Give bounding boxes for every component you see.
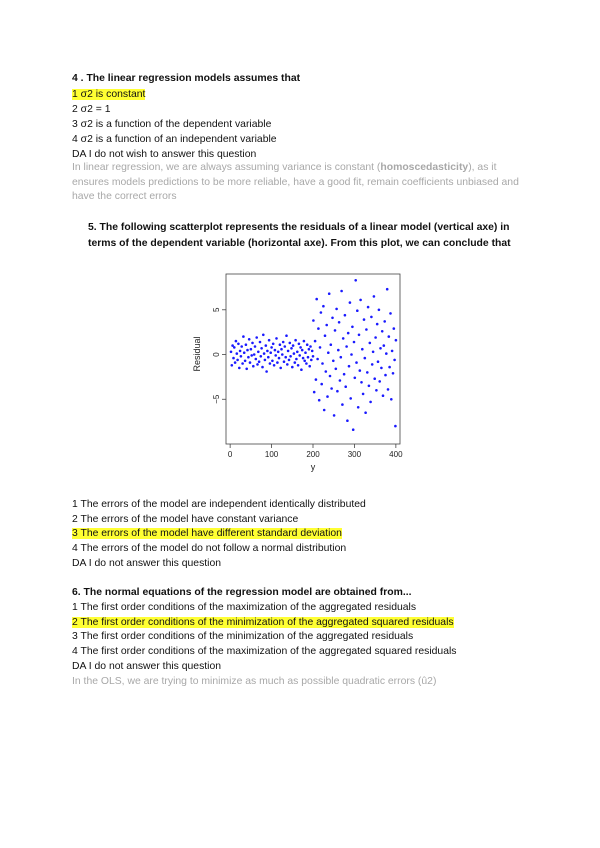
- data-point: [250, 348, 253, 351]
- data-point: [245, 368, 248, 371]
- data-point: [294, 339, 297, 342]
- data-point: [294, 361, 297, 364]
- data-point: [297, 364, 300, 367]
- data-point: [354, 279, 357, 282]
- data-point: [376, 323, 379, 326]
- data-point: [364, 411, 367, 414]
- q4-note-pre: In linear regression, we are always assuming variance is constant (: [72, 162, 381, 173]
- data-point: [241, 362, 244, 365]
- data-point: [308, 348, 311, 351]
- data-point: [293, 352, 296, 355]
- data-point: [373, 377, 376, 380]
- data-point: [306, 343, 309, 346]
- data-point: [325, 324, 328, 327]
- data-point: [311, 350, 314, 353]
- data-point: [251, 342, 254, 345]
- data-point: [232, 357, 235, 360]
- data-point: [395, 339, 398, 342]
- y-axis-label: Residual: [192, 336, 202, 372]
- data-point: [366, 371, 369, 374]
- data-point: [239, 350, 242, 353]
- data-point: [270, 346, 273, 349]
- q4-explanation: [72, 161, 532, 205]
- data-point: [354, 377, 357, 380]
- data-point: [275, 337, 278, 340]
- data-point: [349, 397, 352, 400]
- data-point: [337, 349, 340, 352]
- data-point: [335, 368, 338, 371]
- data-point: [245, 343, 248, 346]
- data-point: [256, 363, 259, 366]
- data-point: [349, 301, 352, 304]
- data-point: [249, 361, 252, 364]
- data-point: [341, 403, 344, 406]
- data-point: [336, 390, 339, 393]
- data-point: [303, 340, 306, 343]
- data-point: [269, 351, 272, 354]
- data-point: [233, 346, 236, 349]
- data-point: [328, 292, 331, 295]
- data-point: [274, 349, 277, 352]
- data-point: [246, 349, 249, 352]
- data-point: [385, 352, 388, 355]
- data-point: [279, 343, 282, 346]
- q5-option-4: 4 The errors of the model do not follow a normal distribution: [72, 543, 347, 554]
- data-point: [315, 298, 318, 301]
- q6-option-da: DA I do not answer this question: [72, 661, 222, 672]
- q6-title: 6. The normal equations of the regression model are obtained from...: [72, 587, 412, 598]
- data-point: [382, 394, 385, 397]
- data-point: [244, 360, 247, 363]
- y-tick-label: 0: [212, 352, 221, 357]
- data-point: [383, 344, 386, 347]
- data-point: [353, 341, 356, 344]
- data-point: [263, 352, 266, 355]
- data-point: [345, 345, 348, 348]
- x-axis: [228, 444, 403, 459]
- data-point: [362, 393, 365, 396]
- data-point: [352, 428, 355, 431]
- data-point: [330, 387, 333, 390]
- data-point: [236, 352, 239, 355]
- q6-option-4: 4 The first order conditions of the maximization of the aggregated squared residuals: [72, 646, 457, 657]
- data-point: [309, 345, 312, 348]
- data-point: [278, 357, 281, 360]
- q4-option-1-text: 1 σ2 is constant: [72, 89, 146, 100]
- data-point: [312, 319, 315, 322]
- x-tick-label: 100: [264, 450, 279, 459]
- data-point: [284, 356, 287, 359]
- data-point: [391, 350, 394, 353]
- q4-option-da: DA I do not wish to answer this question: [72, 149, 257, 160]
- x-tick-label: 0: [227, 450, 233, 459]
- data-point: [313, 391, 316, 394]
- data-point: [298, 343, 301, 346]
- data-point: [356, 309, 359, 312]
- data-point: [260, 355, 263, 358]
- data-point: [321, 362, 324, 365]
- data-point: [378, 380, 381, 383]
- q4-note-term: homoscedasticity: [380, 162, 469, 173]
- data-point: [325, 370, 328, 373]
- data-point: [286, 363, 289, 366]
- y-axis: [212, 307, 226, 404]
- data-point: [236, 359, 239, 362]
- data-point: [389, 312, 392, 315]
- data-point: [231, 364, 234, 367]
- y-tick-label: 5: [212, 307, 221, 313]
- data-point: [319, 346, 322, 349]
- data-point: [360, 381, 363, 384]
- data-point: [378, 309, 381, 312]
- data-point: [260, 347, 263, 350]
- data-point: [386, 288, 389, 291]
- data-point: [271, 360, 274, 363]
- data-point: [300, 368, 303, 371]
- data-point: [344, 314, 347, 317]
- data-point: [255, 336, 258, 339]
- data-point: [240, 355, 243, 358]
- data-point: [301, 349, 304, 352]
- data-point: [252, 365, 255, 368]
- data-point: [340, 290, 343, 293]
- data-point: [315, 378, 318, 381]
- data-point: [379, 347, 382, 350]
- data-point: [316, 358, 319, 361]
- data-point: [261, 366, 264, 369]
- data-point: [289, 355, 292, 358]
- data-point: [296, 351, 299, 354]
- data-point: [374, 336, 377, 339]
- data-point: [247, 356, 250, 359]
- data-point: [295, 358, 298, 361]
- data-point: [357, 406, 360, 409]
- data-point: [372, 351, 375, 354]
- data-point: [304, 351, 307, 354]
- data-point: [387, 388, 390, 391]
- data-point: [277, 351, 280, 354]
- data-point: [308, 365, 311, 368]
- data-point: [280, 348, 283, 351]
- data-point: [343, 373, 346, 376]
- data-point: [314, 340, 317, 343]
- data-point: [388, 366, 391, 369]
- data-point: [237, 343, 240, 346]
- data-point: [359, 299, 362, 302]
- data-point: [334, 329, 337, 332]
- x-tick-label: 200: [306, 450, 320, 459]
- y-tick-label: −5: [212, 394, 221, 404]
- data-point: [369, 401, 372, 404]
- data-point: [303, 360, 306, 363]
- data-point: [258, 360, 261, 363]
- data-point: [340, 356, 343, 359]
- data-point: [390, 398, 393, 401]
- data-point: [350, 353, 353, 356]
- data-point: [361, 348, 364, 351]
- data-point: [290, 347, 293, 350]
- data-point: [364, 357, 367, 360]
- data-point: [332, 360, 335, 363]
- data-point: [240, 345, 243, 348]
- data-point: [329, 375, 332, 378]
- data-point: [265, 370, 268, 373]
- data-points: [230, 279, 398, 431]
- q6-option-2: [72, 616, 454, 629]
- data-point: [298, 354, 301, 357]
- data-point: [383, 320, 386, 323]
- data-point: [276, 361, 279, 364]
- data-point: [373, 295, 376, 298]
- data-point: [369, 342, 372, 345]
- q6-explanation: In the OLS, we are trying to minimize as much as possible quadratic errors (û2): [72, 676, 437, 687]
- data-point: [365, 328, 368, 331]
- data-point: [291, 366, 294, 369]
- q6-option-1: 1 The first order conditions of the maximization of the aggregated residuals: [72, 602, 417, 613]
- data-point: [230, 351, 233, 354]
- data-point: [279, 367, 282, 370]
- q6-option-3: 3 The first order conditions of the minimization of the aggregated residuals: [72, 631, 414, 642]
- q4-option-2: 2 σ2 = 1: [72, 104, 111, 115]
- data-point: [320, 311, 323, 314]
- data-point: [355, 361, 358, 364]
- data-point: [393, 327, 396, 330]
- data-point: [288, 359, 291, 362]
- data-point: [370, 316, 373, 319]
- q6-option-2-text: 2 The first order conditions of the minimization of the aggregated squared residuals: [72, 617, 454, 628]
- plot-frame: [226, 274, 400, 444]
- data-point: [359, 369, 362, 372]
- data-point: [305, 362, 308, 365]
- q4-option-3: 3 σ2 is a function of the dependent variable: [72, 119, 272, 130]
- data-point: [380, 367, 383, 370]
- q5-option-3-text: 3 The errors of the model have different standard deviation: [72, 528, 342, 539]
- data-point: [331, 317, 334, 320]
- q4-title: 4 . The linear regression models assumes that: [72, 73, 301, 84]
- data-point: [394, 425, 397, 428]
- x-tick-label: 400: [389, 450, 403, 459]
- data-point: [363, 318, 366, 321]
- data-point: [243, 351, 246, 354]
- x-tick-label: 300: [347, 450, 362, 459]
- data-point: [342, 337, 345, 340]
- data-point: [335, 308, 338, 311]
- data-point: [235, 340, 238, 343]
- data-point: [317, 327, 320, 330]
- data-point: [338, 321, 341, 324]
- data-point: [330, 343, 333, 346]
- data-point: [351, 326, 354, 329]
- q5-option-1: 1 The errors of the model are independent identically distributed: [72, 499, 366, 510]
- data-point: [312, 355, 315, 358]
- x-axis-label: y: [310, 462, 316, 472]
- residual-scatterplot: [190, 264, 410, 482]
- q5-option-da: DA I do not answer this question: [72, 558, 222, 569]
- data-point: [327, 351, 330, 354]
- data-point: [392, 372, 395, 375]
- data-point: [388, 335, 391, 338]
- data-point: [333, 414, 336, 417]
- data-point: [339, 379, 342, 382]
- data-point: [284, 345, 287, 348]
- data-point: [347, 332, 350, 335]
- data-point: [384, 374, 387, 377]
- data-point: [281, 353, 284, 356]
- data-point: [285, 334, 288, 337]
- data-point: [368, 385, 371, 388]
- data-point: [381, 330, 384, 333]
- q5-title: 5. The following scatterplot represents the residuals of a linear model (vertical axe) in terms of the dependent variable (horizontal axe). From this plot, we can conclude that: [88, 222, 511, 249]
- data-point: [267, 356, 270, 359]
- data-point: [255, 358, 258, 361]
- data-point: [264, 359, 267, 362]
- data-point: [344, 385, 347, 388]
- data-point: [326, 395, 329, 398]
- data-point: [358, 334, 361, 337]
- data-point: [274, 354, 277, 357]
- data-point: [242, 335, 245, 338]
- data-point: [250, 354, 253, 357]
- data-point: [265, 344, 268, 347]
- data-point: [283, 360, 286, 363]
- data-point: [367, 306, 370, 309]
- data-point: [322, 305, 325, 308]
- data-point: [259, 341, 262, 344]
- data-point: [320, 383, 323, 386]
- q4-option-1: [72, 88, 145, 101]
- data-point: [287, 350, 290, 353]
- data-point: [348, 365, 351, 368]
- data-point: [282, 341, 285, 344]
- data-point: [238, 367, 241, 370]
- data-point: [266, 350, 269, 353]
- data-point: [393, 359, 396, 362]
- data-point: [371, 363, 374, 366]
- data-point: [307, 356, 310, 359]
- data-point: [310, 359, 313, 362]
- data-point: [318, 399, 321, 402]
- data-point: [292, 344, 295, 347]
- data-point: [377, 360, 380, 363]
- data-point: [254, 345, 257, 348]
- data-point: [262, 334, 265, 337]
- data-point: [273, 364, 276, 367]
- data-point: [289, 342, 292, 345]
- data-point: [268, 339, 271, 342]
- q5-option-2: 2 The errors of the model have constant variance: [72, 514, 299, 525]
- data-point: [324, 334, 327, 337]
- data-point: [272, 343, 275, 346]
- data-point: [302, 357, 305, 360]
- data-point: [269, 362, 272, 365]
- q4-option-4: 4 σ2 is a function of an independent variable: [72, 134, 277, 145]
- data-point: [248, 338, 251, 341]
- data-point: [323, 409, 326, 412]
- q4-note-post: ), as it ensures models predictions to be more reliable, have a good fit, remain coefficients unbiased and have the correct errors: [72, 162, 519, 202]
- data-point: [375, 389, 378, 392]
- data-point: [257, 351, 260, 354]
- q5-option-3: [72, 527, 342, 540]
- data-point: [346, 419, 349, 422]
- data-point: [253, 353, 256, 356]
- data-point: [299, 346, 302, 349]
- data-point: [234, 361, 237, 364]
